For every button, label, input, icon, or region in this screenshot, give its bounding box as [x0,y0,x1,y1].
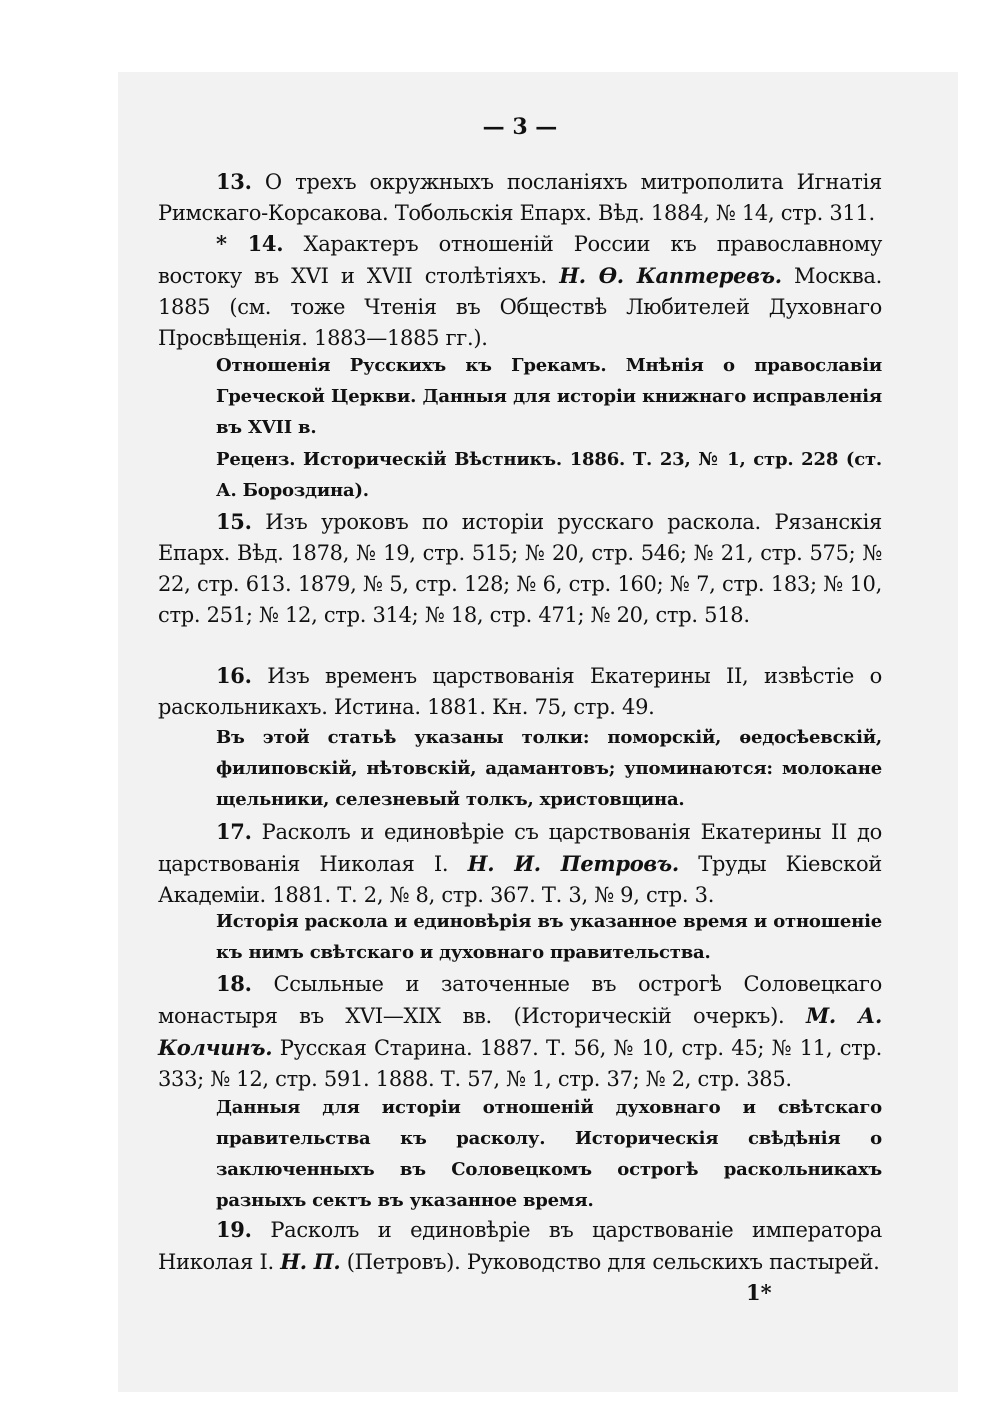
entry-17 [158,816,882,911]
entry-text: Изъ уроковъ по исторіи русскаго раскола. Рязанскія Епарх. Вѣд. 1878, № 19, стр. 515; № 20, стр. 546; № 21, стр. 575; № 22, стр. 613. 1879, № 5, стр. 128; № 6, стр. 160; № 7, стр. 183; № 10, стр. 251; № 12, стр. 314; № 18, стр. 471; № 20, стр. 518. [158,510,882,627]
entry-17-note: Исторія раскола и единовѣрія въ указанное время и отношеніе къ нимъ свѣтскаго и духовнаго правительства. [216,911,882,963]
entry-text-cont: Русская Старина. 1887. Т. 56, № 10, стр. 45; № 11, стр. 333; № 12, стр. 591. 1888. Т. 57, № 1, стр. 37; № 2, стр. 385. [158,1036,882,1091]
page-number: — 3 — [482,114,558,140]
entry-number: 16. [216,663,252,688]
entry-number: 19. [216,1217,252,1242]
entry-18 [158,968,882,1095]
entry-14 [158,228,882,354]
entry-author: Н. П. [280,1249,341,1274]
entry-number: 15. [216,509,252,534]
entry-text: Расколъ и единовѣріе съ царствованія Екатерины II до царствованія Николая I. [158,820,882,876]
entry-author: Н. И. Петровъ. [467,851,679,876]
entry-text: Расколъ и единовѣріе въ царствованіе императора Николая I. [158,1218,882,1274]
entry-text-cont: Москва. 1885 (см. тоже Чтенія въ Обществѣ Любителей Духовнаго Просвѣщенія. 1883—1885 гг.). [158,264,882,350]
entry-text-cont: (Петровъ). Руководство для сельскихъ пастырей. [346,1250,880,1274]
entry-text: Изъ временъ царствованія Екатерины II, извѣстіе о раскольникахъ. Истина. 1881. Кн. 75, стр. 49. [158,664,882,719]
entry-14-review: Реценз. Историческій Вѣстникъ. 1886. Т. 23, № 1, стр. 228 (ст. А. Бороздина). [216,449,882,501]
entry-text-cont: Труды Кіевской Академіи. 1881. Т. 2, № 8, стр. 367. Т. 3, № 9, стр. 3. [158,852,882,907]
entry-author: Н. Ѳ. Каптеревъ. [559,263,782,288]
entry-text: О трехъ окружныхъ посланіяхъ митрополита Игнатія Римскаго-Корсакова. Тобольскія Епарх. Вѣд. 1884, № 14, стр. 311. [158,170,882,225]
entry-number: 18. [216,971,252,996]
entry-14-note: Отношенія Русскихъ къ Грекамъ. Мнѣнія о православіи Греческой Церкви. Данныя для исторіи книжнаго исправленія въ XVII в. [216,355,882,438]
entry-15 [158,506,882,631]
entry-16 [158,660,882,723]
entry-19 [158,1214,882,1278]
printer-signature: 1* [746,1280,772,1305]
entry-18-note: Данныя для исторіи отношеній духовнаго и свѣтскаго правительства къ расколу. Историческія свѣдѣнія о заключенныхъ въ Соловецкомъ острогѣ раскольникахъ разныхъ сектъ въ указанное время. [216,1097,882,1211]
entry-13 [158,166,882,229]
entry-16-note: Въ этой статьѣ указаны толки: поморскій, ѳедосѣевскій, филиповскій, нѣтовскій, адамантовъ; упоминаются: молокане щельники, селезневый толкъ, христовщина. [216,727,882,810]
entry-number: 13. [216,169,252,194]
entry-text: Ссыльные и заточенные въ острогѣ Соловецкаго монастыря въ XVI—XIX вв. (Историческій очеркъ). [158,972,882,1028]
entry-text: Характеръ отношеній России къ православному востоку въ XVI и XVII столѣтіяхъ. [158,232,882,288]
entry-number: 17. [216,819,252,844]
entry-number: * 14. [216,231,284,256]
entry-author: М. А. Колчинъ. [158,1003,882,1060]
